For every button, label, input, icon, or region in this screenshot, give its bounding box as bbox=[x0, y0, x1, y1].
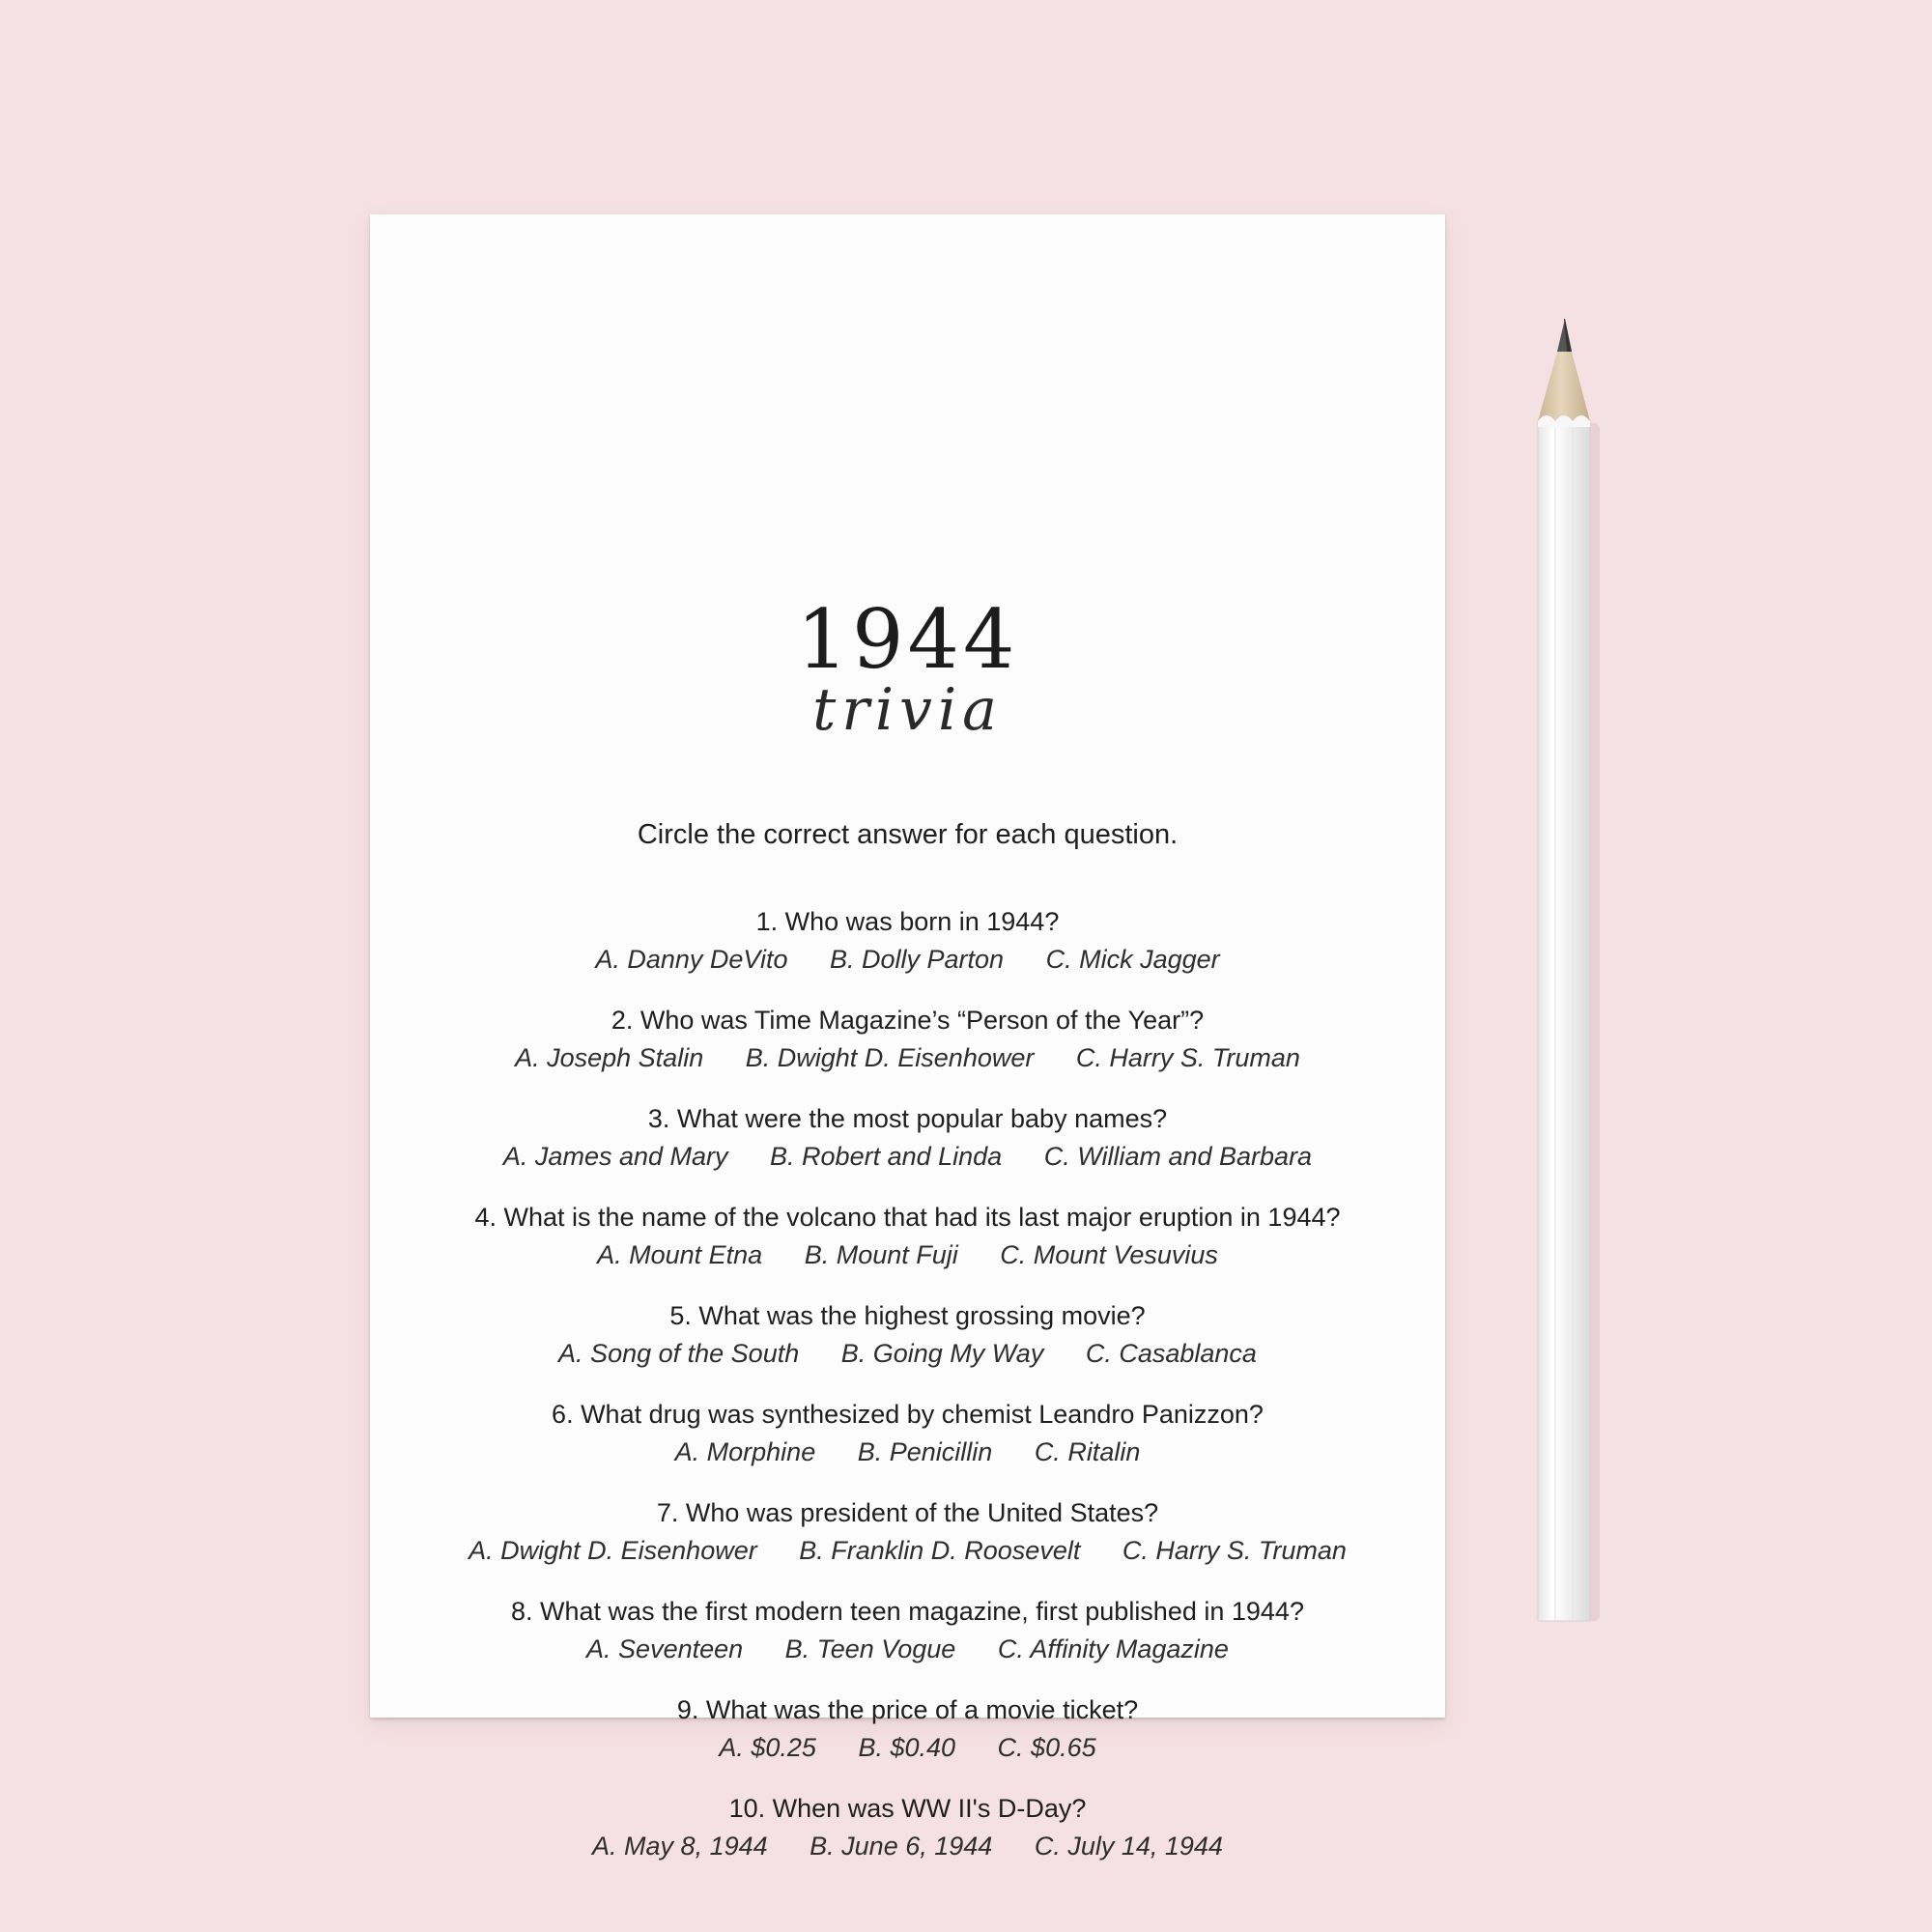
answer-option[interactable]: A. Seventeen bbox=[586, 1634, 744, 1663]
answer-option[interactable]: B. Dwight D. Eisenhower bbox=[745, 1043, 1035, 1072]
answer-option[interactable]: A. May 8, 1944 bbox=[592, 1832, 768, 1861]
question-item bbox=[370, 1297, 1445, 1396]
answer-option[interactable]: C. Harry S. Truman bbox=[1122, 1536, 1347, 1565]
question-text: 1. Who was born in 1944? bbox=[755, 907, 1060, 936]
pencil-icon bbox=[1519, 317, 1615, 1631]
question-item bbox=[370, 903, 1445, 1002]
answer-options bbox=[370, 1729, 1445, 1767]
question-text: 9. What was the price of a movie ticket? bbox=[676, 1695, 1139, 1724]
question-text: 3. What were the most popular baby names? bbox=[647, 1104, 1168, 1133]
answer-option[interactable]: C. $0.65 bbox=[997, 1733, 1096, 1762]
answer-option[interactable]: C. Ritalin bbox=[1034, 1437, 1141, 1466]
answer-options bbox=[370, 1828, 1445, 1865]
answer-options bbox=[370, 1236, 1445, 1274]
answer-options bbox=[370, 1631, 1445, 1668]
answer-option[interactable]: A. Dwight D. Eisenhower bbox=[469, 1536, 757, 1565]
trivia-card bbox=[370, 214, 1445, 1861]
answer-options bbox=[370, 1039, 1445, 1077]
answer-option[interactable]: B. Going My Way bbox=[840, 1339, 1044, 1368]
question-text: 6. What drug was synthesized by chemist Leandro Panizzon? bbox=[552, 1400, 1264, 1429]
answer-option[interactable]: C. William and Barbara bbox=[1043, 1142, 1313, 1171]
answer-option[interactable]: A. Danny DeVito bbox=[595, 945, 788, 974]
answer-option[interactable]: B. Penicillin bbox=[857, 1437, 993, 1466]
answer-option[interactable]: C. Mount Vesuvius bbox=[1000, 1240, 1218, 1269]
answer-option[interactable]: A. Joseph Stalin bbox=[515, 1043, 704, 1072]
question-item bbox=[370, 1593, 1445, 1691]
instructions-text: Circle the correct answer for each question. bbox=[637, 819, 1179, 850]
question-item bbox=[370, 1002, 1445, 1100]
answer-options bbox=[370, 941, 1445, 979]
question-item bbox=[370, 1100, 1445, 1199]
answer-option[interactable]: C. Harry S. Truman bbox=[1075, 1043, 1300, 1072]
answer-options bbox=[370, 1335, 1445, 1373]
answer-option[interactable]: A. James and Mary bbox=[502, 1142, 728, 1171]
card-year-title: 1944 bbox=[796, 592, 1019, 687]
answer-option[interactable]: C. July 14, 1944 bbox=[1034, 1832, 1223, 1861]
card-script-subtitle: trivia bbox=[812, 676, 1003, 744]
answer-option[interactable]: A. Morphine bbox=[674, 1437, 816, 1466]
answer-option[interactable]: B. Robert and Linda bbox=[770, 1142, 1003, 1171]
answer-option[interactable]: A. $0.25 bbox=[719, 1733, 816, 1762]
question-text: 7. Who was president of the United States? bbox=[656, 1498, 1159, 1527]
question-item bbox=[370, 1691, 1445, 1790]
answer-option[interactable]: B. $0.40 bbox=[858, 1733, 956, 1762]
answer-options bbox=[370, 1138, 1445, 1176]
question-text: 8. What was the first modern teen magazine, first published in 1944? bbox=[511, 1597, 1304, 1626]
answer-option[interactable]: A. Mount Etna bbox=[597, 1240, 763, 1269]
question-text: 10. When was WW II's D-Day? bbox=[728, 1794, 1087, 1823]
answer-option[interactable]: B. Franklin D. Roosevelt bbox=[799, 1536, 1081, 1565]
question-item bbox=[370, 1396, 1445, 1494]
question-item bbox=[370, 1199, 1445, 1297]
question-text: 2. Who was Time Magazine’s “Person of the Year”? bbox=[611, 1006, 1205, 1035]
answer-option[interactable]: B. June 6, 1944 bbox=[810, 1832, 993, 1861]
question-item bbox=[370, 1494, 1445, 1593]
question-list bbox=[370, 903, 1445, 1889]
answer-options bbox=[370, 1434, 1445, 1471]
answer-options bbox=[370, 1532, 1445, 1570]
answer-option[interactable]: A. Song of the South bbox=[558, 1339, 800, 1368]
answer-option[interactable]: B. Dolly Parton bbox=[829, 945, 1005, 974]
answer-option[interactable]: B. Teen Vogue bbox=[784, 1634, 956, 1663]
question-item bbox=[370, 1790, 1445, 1889]
answer-option[interactable]: C. Casablanca bbox=[1085, 1339, 1257, 1368]
question-text: 4. What is the name of the volcano that had its last major eruption in 1944? bbox=[474, 1203, 1341, 1232]
answer-option[interactable]: C. Mick Jagger bbox=[1045, 945, 1220, 974]
answer-option[interactable]: B. Mount Fuji bbox=[804, 1240, 958, 1269]
answer-option[interactable]: C. Affinity Magazine bbox=[997, 1634, 1229, 1663]
question-text: 5. What was the highest grossing movie? bbox=[669, 1301, 1146, 1330]
